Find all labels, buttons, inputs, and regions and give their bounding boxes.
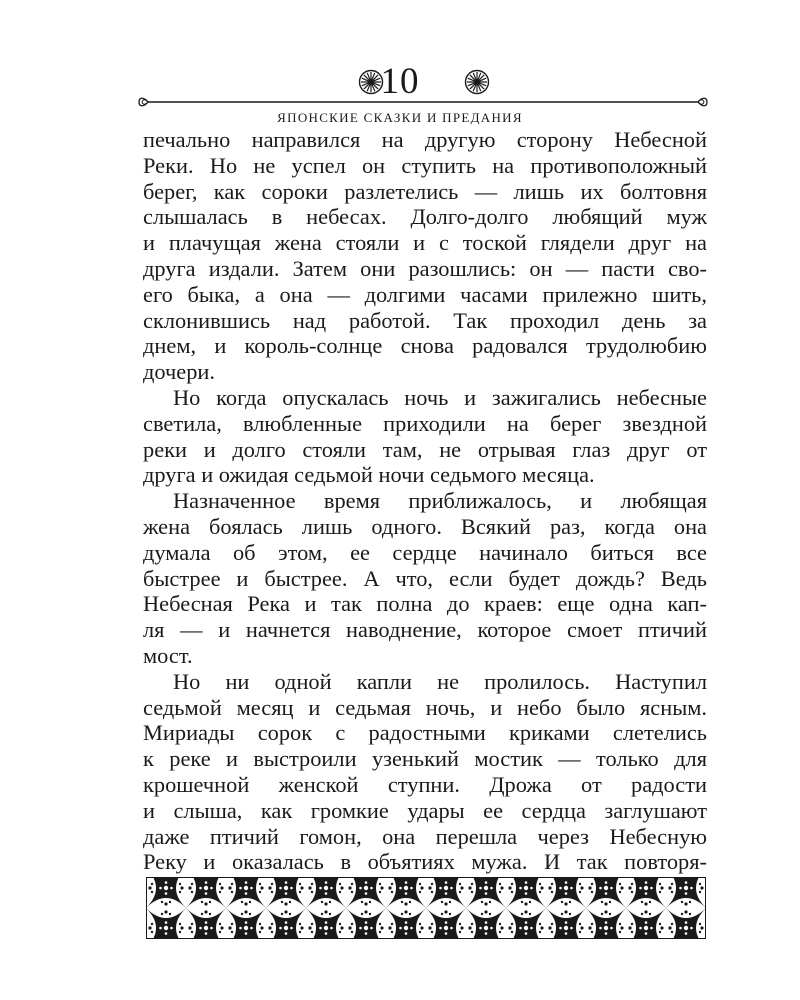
header-rule (136, 95, 710, 109)
text-line: ля — и начнется наводнение, которое смоет птичий (143, 617, 707, 643)
text-line: Реки. Но не успел он ступить на противоположный (143, 152, 707, 178)
rosette-ornament-icon (464, 69, 490, 95)
text-line: и слыша, как громкие удары ее сердца заглушают (143, 797, 707, 823)
text-line: друга издали. Затем они разошлись: он — пасти сво- (143, 255, 707, 281)
text-line: Но ни одной капли не пролилось. Наступил (173, 668, 707, 694)
text-line: седьмой месяц и седьмая ночь, и небо было ясным. (143, 694, 707, 720)
text-line: жена боялась лишь одного. Всякий раз, когда она (143, 513, 707, 539)
text-line: даже птичий гомон, она перешла через Небесную (143, 823, 707, 849)
text-line: реки и долго стояли там, не отрывая глаз друг от (143, 436, 707, 462)
text-line: светила, влюбленные приходили на берег звездной (143, 410, 707, 436)
text-line: склонившись над работой. Так проходил день за (143, 307, 707, 333)
text-line: Назначенное время приближалось, и любящая (173, 488, 707, 514)
page-number: 10 (380, 61, 420, 102)
text-line: крошечной женской ступни. Дрожа от радости (143, 771, 707, 797)
text-line: Мириады сорок с радостными криками слетелись (143, 720, 707, 746)
text-line: быстрее и быстрее. А что, если будет дождь? Ведь (143, 565, 707, 591)
running-title: ЯПОНСКИЕ СКАЗКИ И ПРЕДАНИЯ (277, 110, 523, 125)
text-line: Реку и оказалась в объятиях мужа. И так повторя- (143, 849, 707, 875)
text-line: Но когда опускалась ночь и зажигались небесные (173, 384, 707, 410)
text-line: берег, как сороки разлетелись — лишь их болтовня (143, 178, 707, 204)
text-line: печально направился на другую сторону Небесной (143, 127, 707, 152)
text-line: днем, и король-солнце снова радовался трудолюбию (143, 333, 707, 359)
text-line: Небесная Река и так полна до краев: еще одна кап- (143, 591, 707, 617)
text-line: думала об этом, ее сердце начинало биться все (143, 539, 707, 565)
text-line: и плачущая жена стояли и с тоской глядели друг на (143, 230, 707, 256)
decorative-border-ornament (146, 877, 706, 939)
body-text (143, 127, 707, 875)
text-line: его быка, а она — долгими часами прилежно шить, (143, 281, 707, 307)
text-line: дочери. (143, 359, 215, 385)
text-line: друга и ожидая седьмой ночи седьмого месяца. (143, 462, 595, 488)
text-line: слышалась в небесах. Долго-долго любящий муж (143, 204, 707, 230)
text-line: мост. (143, 642, 193, 668)
text-line: к реке и выстроили узенький мостик — только для (143, 746, 707, 772)
